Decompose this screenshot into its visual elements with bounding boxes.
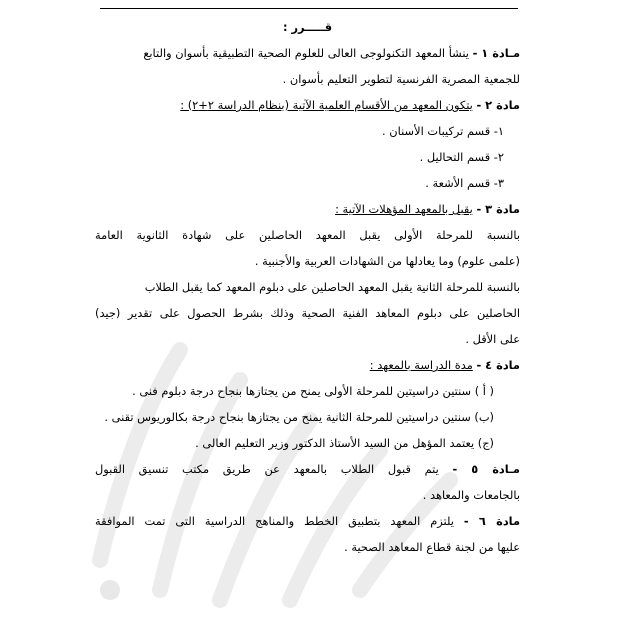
article-4-head: مادة ٤ - مدة الدراسة بالمعهد : (369, 358, 520, 372)
article-4-item: (ج) يعتمد المؤهل من السيد الأستاذ الدكتور وزير التعليم العالى . (195, 436, 494, 450)
article-5-label: مـادة ٥ - (452, 462, 520, 476)
article-2-item: ٢- قسم التحاليل . (419, 150, 504, 164)
article-4-label: مادة ٤ - (476, 358, 520, 372)
article-3-label: مادة ٣ - (476, 202, 520, 216)
article-3-head: مادة ٣ - يقبل بالمعهد المؤهلات الآتية : (335, 202, 520, 216)
article-2-item: ٣- قسم الأشعة . (425, 176, 504, 190)
article-2-label: مادة ٢ - (476, 98, 520, 112)
article-3-line: بالنسبة للمرحلة الثانية يقبل المعهد الحاصلين على دبلوم المعهد كما يقبل الطلاب (144, 280, 520, 294)
decree-document (95, 14, 520, 560)
top-rule (100, 8, 518, 9)
article-5-line-2: بالجامعات والمعاهد . (422, 488, 520, 502)
article-1-line-1: مـادة ١ - ينشأ المعهد التكنولوجى العالى للعلوم الصحية التطبيقية بأسوان والتابع (143, 46, 520, 60)
article-6-label: مادة ٦ - (463, 514, 520, 528)
decree-title: قـــــرر : (282, 20, 333, 34)
article-2-item: ١- قسم تركيبات الأسنان . (382, 124, 504, 138)
article-3-line: الحاصلين على دبلوم المعاهد الفنية الصحية وذلك بشرط الحصول على تقدير (جيد) (95, 306, 520, 320)
article-6-line-1: مادة ٦ - يلتزم المعهد بتطبيق الخطط والمناهج الدراسية التى تمت الموافقة (95, 514, 520, 528)
article-6-line-2: عليها من لجنة قطاع المعاهد الصحية . (344, 540, 520, 554)
article-3-line: (علمى علوم) وما يعادلها من الشهادات العربية والأجنبية . (254, 254, 520, 268)
article-1-label: مـادة ١ - (472, 46, 520, 60)
article-3-line: على الأقل . (465, 332, 520, 346)
article-4-item: ( أ ) سنتين دراسيتين للمرحلة الأولى يمنح من يجتازها بنجاح درجة دبلوم فنى . (132, 384, 494, 398)
article-1-line-2: للجمعية المصرية الفرنسية لتطوير التعليم بأسوان . (282, 72, 520, 86)
article-3-line: بالنسبة للمرحلة الأولى يقبل المعهد الحاصلين على شهادة الثانوية العامة (95, 228, 520, 242)
article-2-head: مادة ٢ - يتكون المعهد من الأقسام العلمية الآتية (بنظام الدراسة ٢+٢) : (180, 98, 520, 112)
article-5-line-1: مـادة ٥ - يتم قبول الطلاب بالمعهد عن طريق مكتب تنسيق القبول (95, 462, 520, 476)
article-4-item: (ب) سنتين دراسيتين للمرحلة الثانية يمنح من يجتازها بنجاح درجة بكالوريوس تقنى . (104, 410, 494, 424)
